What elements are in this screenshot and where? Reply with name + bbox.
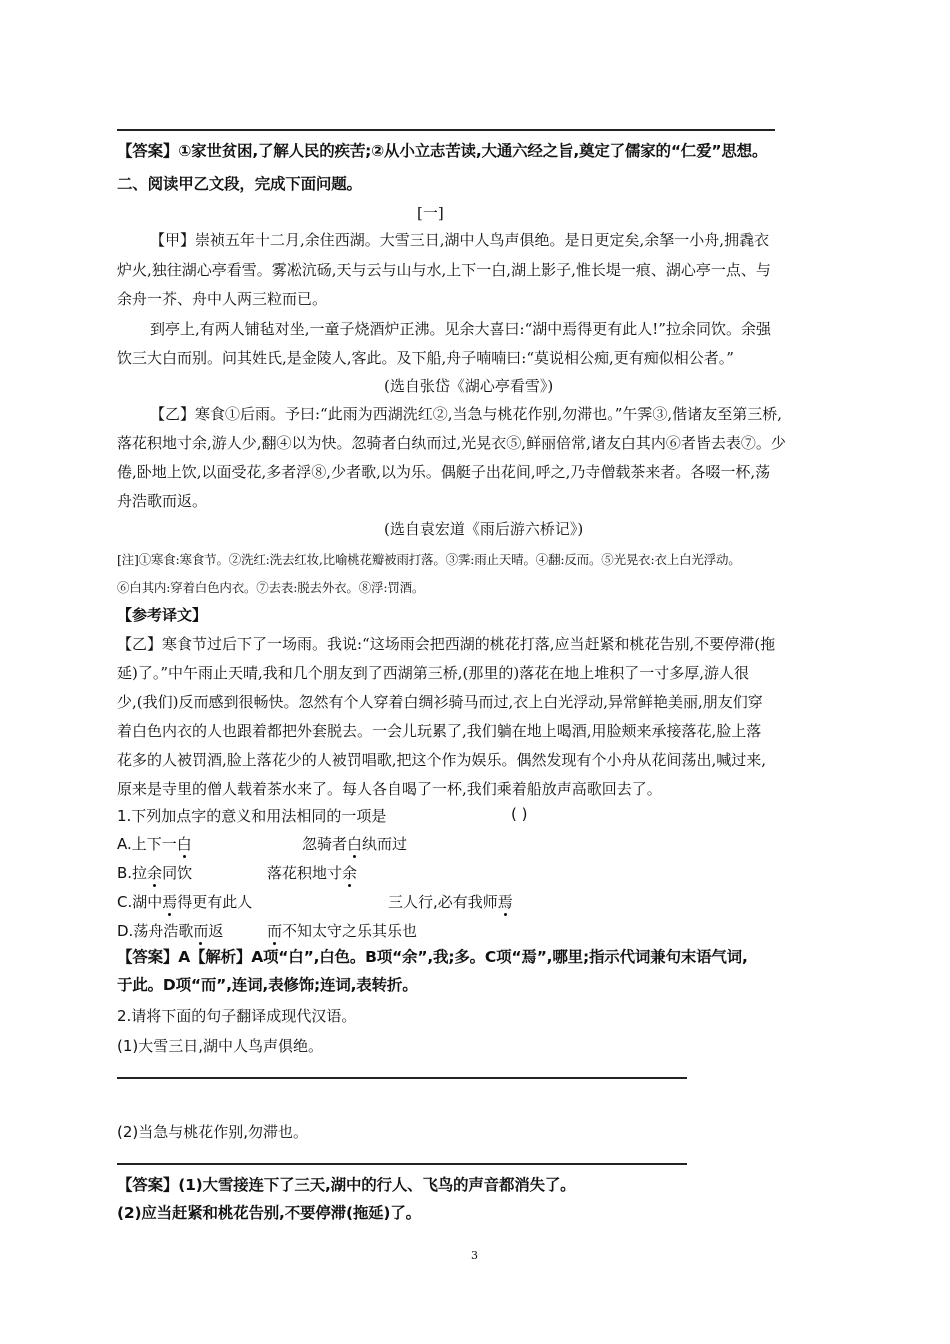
q2-stem: 2.请将下面的句子翻译成现代汉语。 <box>117 1007 357 1025</box>
jia-line-1: 【甲】崇祯五年十二月,余住西湖。大雪三日,湖中人鸟声俱绝。是日更定矣,余拏一小舟,拥毳衣 <box>150 231 770 249</box>
yi-line-2: 落花积地寸余,游人少,翻④以为快。忽骑者白纨而过,光晃衣⑤,鲜丽倍常,诸友白其内⑥者皆去表⑦。少 <box>117 434 786 452</box>
q1-answer-line-1: 【答案】A【解析】A项“白”,白色。B项“余”,我;多。C项“焉”,哪里;指示代词兼句末语气词, <box>117 948 748 966</box>
q1-option-d: D.荡舟浩歌而返 <box>117 922 224 940</box>
answer-line-2 <box>117 1163 687 1165</box>
dotted-char: 焉 <box>497 893 513 911</box>
yi-line-1: 【乙】寒食①后雨。予曰:“此雨为西湖洗红②,当急与桃花作别,勿滞也。”午霁③,偕诸友至第三桥, <box>150 405 782 423</box>
q2-item-1: (1)大雪三日,湖中人鸟声俱绝。 <box>117 1037 324 1055</box>
yi-line-4: 舟浩歌而返。 <box>117 492 208 510</box>
jia-line-3: 余舟一芥、舟中人两三粒而已。 <box>117 290 328 308</box>
jia-line-4: 到亭上,有两人铺毡对坐,一童子烧酒炉正沸。见余大喜曰:“湖中焉得更有此人!”拉余同饮。余强 <box>150 320 771 338</box>
q2-answer-line-2: (2)应当赶紧和桃花告别,不要停滞(拖延)了。 <box>117 1204 421 1222</box>
translation-line-6: 原来是寺里的僧人载着茶水来了。每人各自喝了一杯,我们乘着船放声高歌回去了。 <box>117 780 662 798</box>
jia-line-2: 炉火,独往湖心亭看雪。雾凇沆砀,天与云与山与水,上下一白,湖上影子,惟长堤一痕、湖心亭一点、与 <box>117 261 771 279</box>
jia-line-5: 饮三大白而别。问其姓氏,是金陵人,客此。及下船,舟子喃喃曰:“莫说相公痴,更有痴似相公者。” <box>117 349 734 367</box>
translation-line-4: 着白色内衣的人也跟着都把外套脱去。一会儿玩累了,我们躺在地上喝酒,用脸颊来承接落花,脸上落 <box>117 722 762 740</box>
translation-line-1: 【乙】寒食节过后下了一场雨。我说:“这场雨会把西湖的桃花打落,应当赶紧和桃花告别,不要停滞(拖 <box>117 635 776 653</box>
q1-option-a: A.上下一白 <box>117 835 192 853</box>
q2-item-2: (2)当急与桃花作别,勿滞也。 <box>117 1123 309 1141</box>
dotted-char: 余 <box>147 864 163 882</box>
answer-line-1 <box>117 1077 687 1079</box>
q2-answer-line-1: 【答案】(1)大雪接连下了三天,湖中的行人、飞鸟的声音都消失了。 <box>117 1176 576 1194</box>
translation-heading: 【参考译文】 <box>117 606 208 624</box>
yi-source: (选自袁宏道《雨后游六桥记》) <box>384 520 584 538</box>
q1-option-c-compare: 三人行,必有我师焉 <box>388 893 513 911</box>
q1-answer-bracket: ( ) <box>511 805 528 823</box>
top-rule <box>117 129 775 131</box>
q1-option-c: C.湖中焉得更有此人 <box>117 893 253 911</box>
q1-option-b: B.拉余同饮 <box>117 864 193 882</box>
page-number: 3 <box>471 1249 478 1262</box>
dotted-char: 白 <box>176 835 192 853</box>
translation-line-2: 延)了。”中午雨止天晴,我和几个朋友到了西湖第三桥,(那里的)落花在地上堆积了一寸多厚,游人很 <box>117 664 750 682</box>
dotted-char: 焉 <box>162 893 178 911</box>
q1-option-d-compare: 而不知太守之乐其乐也 <box>267 922 418 940</box>
dotted-char: 而 <box>267 922 283 940</box>
jia-source: (选自张岱《湖心亭看雪》) <box>384 377 554 395</box>
passage-marker: [一] <box>417 204 444 222</box>
dotted-char: 白 <box>347 835 363 853</box>
q1-stem: 1.下列加点字的意义和用法相同的一项是 <box>117 807 387 825</box>
dotted-char: 而 <box>193 922 209 940</box>
notes-line-2: ⑥白其内:穿着白色内衣。⑦去表:脱去外衣。⑧浮:罚酒。 <box>117 580 425 595</box>
yi-line-3: 倦,卧地上饮,以面受花,多者浮⑧,少者歌,以为乐。偶艇子出花间,呼之,乃寺僧载茶来者。各啜一杯,荡 <box>117 463 771 481</box>
notes-line-1: [注]①寒食:寒食节。②洗红:洗去红妆,比喻桃花瓣被雨打落。③霁:雨止天晴。④翻:反而。⑤光晃衣:衣上白光浮动。 <box>117 552 741 567</box>
q1-answer-line-2: 于此。D项“而”,连词,表修饰;连词,表转折。 <box>117 976 418 994</box>
q1-option-a-compare: 忽骑者白纨而过 <box>302 835 408 853</box>
answer-1: 【答案】①家世贫困,了解人民的疾苦;②从小立志苦读,大通六经之旨,奠定了儒家的“仁爱”思想。 <box>117 142 768 160</box>
translation-line-5: 花多的人被罚酒,脸上落花少的人被罚唱歌,把这个作为娱乐。偶然发现有个小舟从花间荡出,喊过来, <box>117 751 767 769</box>
dotted-char: 余 <box>342 864 358 882</box>
section-heading: 二、阅读甲乙文段，完成下面问题。 <box>117 175 362 193</box>
translation-line-3: 少,(我们)反而感到很畅快。忽然有个人穿着白绸衫骑马而过,衣上白光浮动,异常鲜艳美丽,朋友们穿 <box>117 693 763 711</box>
q1-option-b-compare: 落花积地寸余 <box>267 864 358 882</box>
